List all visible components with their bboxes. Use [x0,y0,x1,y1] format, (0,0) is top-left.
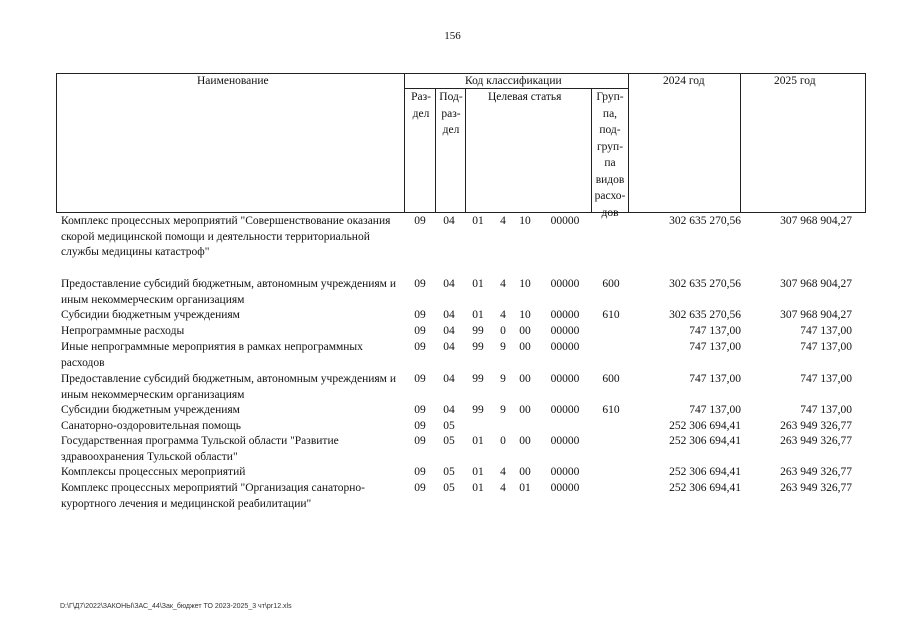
row-name: Субсидии бюджетным учреждениям [61,309,240,321]
row-name: Комплекс процессных мероприятий "Совершенствование оказания скорой медицинской помощи и деятельности территориальной службы медицины катастроф" [61,215,391,258]
row-target-event: 00 [519,325,531,337]
row-podrazdel: 04 [443,341,455,353]
row-target-direction: 00000 [550,466,580,478]
row-razdel: 09 [414,420,426,432]
row-amount-2024: 252 306 694,41 [669,466,741,478]
row-target-type: 0 [500,325,506,337]
row-target-event: 00 [519,404,531,416]
row-razdel: 09 [414,215,426,227]
row-target-direction: 00000 [550,278,580,290]
row-target-program: 01 [472,466,484,478]
row-target-program: 01 [472,309,484,321]
header-divider [404,74,405,212]
row-razdel: 09 [414,466,426,478]
row-name: Предоставление субсидий бюджетным, автономным учреждениям и иным некоммерческим организациям [61,278,396,306]
header-podrazdel: Под- раз- дел [439,91,463,136]
row-amount-2024: 252 306 694,41 [669,420,741,432]
row-amount-2024: 302 635 270,56 [669,309,741,321]
row-target-type: 4 [500,215,506,227]
row-target-direction: 00000 [550,341,580,353]
row-target-type: 4 [500,482,506,494]
row-amount-2025: 307 968 904,27 [780,309,852,321]
header-year-2024: 2024 год [663,75,705,87]
row-amount-2025: 307 968 904,27 [780,278,852,290]
row-podrazdel: 05 [443,466,455,478]
row-target-type: 9 [500,373,506,385]
row-amount-2024: 747 137,00 [689,373,741,385]
row-amount-2025: 263 949 326,77 [780,482,852,494]
header-target-article: Целевая статья [488,91,562,103]
row-target-program: 99 [472,341,484,353]
row-target-event: 01 [519,482,531,494]
header-divider [628,74,629,212]
header-group: Груп- па, под- груп- па видов расхо- дов [594,91,626,219]
row-amount-2025: 747 137,00 [800,341,852,353]
row-target-type: 9 [500,341,506,353]
row-podrazdel: 05 [443,435,455,447]
header-code-classification: Код классификации [465,75,562,87]
row-razdel: 09 [414,278,426,290]
row-podrazdel: 05 [443,482,455,494]
row-amount-2025: 263 949 326,77 [780,435,852,447]
row-amount-2025: 307 968 904,27 [780,215,852,227]
row-amount-2024: 302 635 270,56 [669,215,741,227]
row-target-program: 99 [472,325,484,337]
header-razdel: Раз- дел [411,91,431,120]
row-target-type: 4 [500,278,506,290]
row-target-program: 01 [472,215,484,227]
row-target-program: 01 [472,482,484,494]
row-razdel: 09 [414,404,426,416]
row-amount-2024: 302 635 270,56 [669,278,741,290]
row-amount-2025: 747 137,00 [800,373,852,385]
row-podrazdel: 04 [443,373,455,385]
row-amount-2025: 747 137,00 [800,404,852,416]
row-name: Комплексы процессных мероприятий [61,466,246,478]
row-name: Государственная программа Тульской области "Развитие здравоохранения Тульской области" [61,435,339,463]
row-target-event: 00 [519,435,531,447]
row-razdel: 09 [414,435,426,447]
row-target-program: 99 [472,404,484,416]
row-target-program: 01 [472,435,484,447]
row-target-type: 9 [500,404,506,416]
row-razdel: 09 [414,341,426,353]
row-target-event: 10 [519,278,531,290]
row-target-event: 00 [519,341,531,353]
row-target-event: 00 [519,373,531,385]
row-razdel: 09 [414,309,426,321]
row-target-type: 4 [500,466,506,478]
table-header [56,73,866,219]
row-target-direction: 00000 [550,482,580,494]
row-razdel: 09 [414,482,426,494]
row-target-direction: 00000 [550,373,580,385]
row-name: Непрограммные расходы [61,325,185,337]
page-number: 156 [444,30,461,42]
row-target-program: 01 [472,278,484,290]
row-target-type: 0 [500,435,506,447]
row-target-direction: 00000 [550,325,580,337]
row-target-direction: 00000 [550,435,580,447]
row-target-direction: 00000 [550,309,580,321]
row-podrazdel: 04 [443,215,455,227]
row-amount-2024: 252 306 694,41 [669,435,741,447]
row-podrazdel: 05 [443,420,455,432]
row-podrazdel: 04 [443,278,455,290]
header-year-2025: 2025 год [774,75,816,87]
row-target-event: 10 [519,215,531,227]
row-group: 600 [602,373,620,385]
row-razdel: 09 [414,373,426,385]
row-target-direction: 00000 [550,215,580,227]
row-target-type: 4 [500,309,506,321]
row-amount-2025: 263 949 326,77 [780,466,852,478]
row-podrazdel: 04 [443,404,455,416]
row-target-program: 99 [472,373,484,385]
row-amount-2024: 747 137,00 [689,341,741,353]
row-name: Комплекс процессных мероприятий "Организация санаторно-курортного лечения и медицинской реабилитации" [61,482,365,510]
header-divider [740,74,741,212]
row-amount-2024: 747 137,00 [689,404,741,416]
row-razdel: 09 [414,325,426,337]
row-name: Санаторно-оздоровительная помощь [61,420,241,432]
row-amount-2025: 263 949 326,77 [780,420,852,432]
row-amount-2024: 747 137,00 [689,325,741,337]
row-group: 610 [602,309,620,321]
row-amount-2025: 747 137,00 [800,325,852,337]
row-name: Иные непрограммные мероприятия в рамках непрограммных расходов [61,341,363,369]
row-target-direction: 00000 [550,404,580,416]
header-name: Наименование [197,75,269,87]
row-group: 610 [602,404,620,416]
file-path: D:\Г\Д7\2022\ЗАКОНЫ\ЗАС_44\Зак_бюджет ТО 2023-2025_3 чт\рг12.xls [60,603,292,610]
row-target-event: 10 [519,309,531,321]
row-target-event: 00 [519,466,531,478]
row-amount-2024: 252 306 694,41 [669,482,741,494]
row-group: 600 [602,278,620,290]
row-name: Субсидии бюджетным учреждениям [61,404,240,416]
row-podrazdel: 04 [443,325,455,337]
row-podrazdel: 04 [443,309,455,321]
row-name: Предоставление субсидий бюджетным, автономным учреждениям и иным некоммерческим организациям [61,373,396,401]
